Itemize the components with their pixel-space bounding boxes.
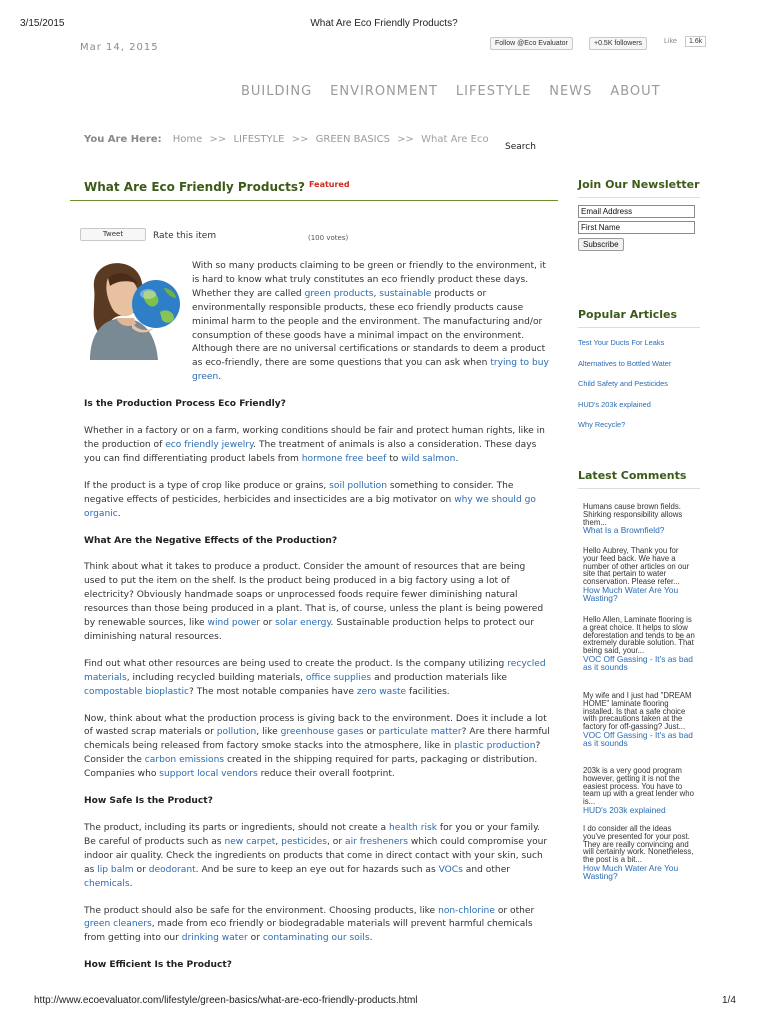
link-plastic-production[interactable]: plastic production: [454, 741, 536, 752]
breadcrumb-separator: >>: [291, 134, 309, 145]
breadcrumb-separator: >>: [397, 134, 414, 145]
comment-article-link[interactable]: What Is a Brownfield?: [583, 525, 665, 536]
post-date: Mar 14, 2015: [80, 42, 159, 53]
popular-article-link[interactable]: Child Safety and Pesticides: [578, 379, 668, 389]
title-divider: [70, 200, 558, 201]
sidebar-divider: [578, 327, 700, 328]
link-deodorant[interactable]: deodorant: [148, 864, 196, 875]
search-link[interactable]: Search: [505, 142, 536, 152]
section-heading: What Are the Negative Effects of the Production?: [84, 535, 338, 546]
link-green-cleaners[interactable]: green cleaners: [84, 919, 152, 930]
link-lip-balm[interactable]: lip balm: [97, 864, 134, 875]
comment-article-link[interactable]: How Much Water Are You Wasting?: [583, 862, 679, 882]
comment-item: [583, 547, 695, 616]
link-green-products[interactable]: green products: [304, 288, 374, 299]
breadcrumb: [84, 134, 489, 145]
link-sustainable[interactable]: sustainable: [379, 288, 432, 299]
article-title: What Are Eco Friendly Products?: [84, 180, 305, 194]
email-field[interactable]: Email Address: [578, 205, 695, 218]
featured-badge: Featured: [309, 180, 350, 189]
print-title: What Are Eco Friendly Products?: [310, 18, 458, 29]
link-recycled-materials[interactable]: recycled materials: [84, 658, 546, 683]
article-paragraph: The product, including its parts or ingredients, should not create a health risk for you or your family. Be careful of products such as new carpet, pesticides, or air fresheners which could compromise your indoor air quality. Check the ingredients on products that come in direct contact with your skin, such as lip balm or deodorant. And be sure to keep an eye out for hazards such as VOCs and other chemicals.: [84, 823, 548, 889]
nav-environment[interactable]: ENVIRONMENT: [330, 84, 438, 99]
link-office-supplies[interactable]: office supplies: [305, 672, 372, 683]
breadcrumb-green-basics[interactable]: GREEN BASICS: [315, 134, 390, 145]
nav-news[interactable]: NEWS: [549, 84, 593, 99]
followers-label: +0.5K followers: [594, 40, 643, 47]
tweet-button[interactable]: Tweet: [80, 228, 146, 241]
link-soil-pollution[interactable]: soil pollution: [329, 480, 387, 491]
popular-article-link[interactable]: Why Recycle?: [578, 420, 626, 430]
comment-item: [583, 825, 695, 891]
article-paragraph: With so many products claiming to be green or friendly to the environment, it is hard to know what truly constitutes an eco friendly product these days. Whether they are called green products, sustainable products or environmentally responsible products, these eco friendly products cause minimal harm to the people and the environment. The manufacturing and/or consumption of these goods have a minimal impact on the environment. Although there are no universal certifications or standards to deem a product as eco-friendly, there are some questions that you can ask when trying to buy green.: [192, 261, 549, 383]
sidebar-divider: [578, 488, 700, 489]
comment-article-link[interactable]: HUD's 203k explained: [583, 804, 666, 815]
comment-text: My wife and I just had "DREAM HOME" laminate flooring installed. Is that a safe choice with precautions taken at the factory for off-gassing? Just...: [583, 691, 692, 732]
link-support-local-vendors[interactable]: support local vendors: [159, 769, 258, 780]
comment-text: Hello Aubrey, Thank you for your feed back. We have a number of other articles on our site that pertain to water conservation. Please refer...: [583, 546, 690, 587]
article-body: [84, 260, 550, 986]
link-drinking-water[interactable]: drinking water: [181, 933, 248, 944]
like-button[interactable]: Like: [664, 38, 677, 45]
link-chemicals[interactable]: chemicals: [84, 878, 130, 889]
breadcrumb-lifestyle[interactable]: LIFESTYLE: [233, 134, 285, 145]
nav-building[interactable]: BUILDING: [241, 84, 313, 99]
link-health-risk[interactable]: health risk: [389, 823, 437, 833]
link-pollution[interactable]: pollution: [216, 727, 257, 738]
link-trying-to-buy-green[interactable]: trying to buy green: [192, 358, 549, 383]
followers-count: [589, 37, 647, 50]
link-non-chlorine[interactable]: non-chlorine: [438, 905, 495, 916]
votes-count: (100 votes): [308, 234, 349, 242]
link-compostable-bioplastic[interactable]: compostable bioplastic: [84, 686, 189, 697]
breadcrumb-label: You Are Here:: [84, 134, 162, 145]
comment-article-link[interactable]: VOC Off Gassing - It's as bad as it sounds: [583, 729, 693, 749]
print-page-number: 1/4: [722, 995, 736, 1006]
article-paragraph: The product should also be safe for the environment. Choosing products, like non-chlorine or other green cleaners, made from eco friendly or biodegradable materials will prevent harmful chemicals from getting into our drinking water or contaminating our soils.: [84, 905, 535, 944]
comment-article-link[interactable]: VOC Off Gassing - It's as bad as it sounds: [583, 653, 693, 673]
article-paragraph: Find out what other resources are being used to create the product. Is the company utilizing recycled materials, including recycled building materials, office supplies and production materials like compostable bioplastic? The most notable companies have zero waste facilities.: [84, 658, 546, 697]
link-pesticides[interactable]: pesticides: [281, 836, 328, 847]
article-paragraph: Whether in a factory or on a farm, working conditions should be fair and protect human rights, like in the production of eco friendly jewelry. The treatment of animals is also a consideration. These days you can find differentiating product labels from hormone free beef to wild salmon.: [84, 426, 545, 464]
link-wild-salmon[interactable]: wild salmon: [401, 453, 456, 464]
nav-lifestyle[interactable]: LIFESTYLE: [455, 84, 532, 99]
article-paragraph: Now, think about what the production process is giving back to the environment. Does it include a lot of wasted scrap materials or pollution, like greenhouse gases or particulate matter? Are there harmful chemicals being released from factory smoke stacks into the atmosphere, like in plastic production? Consider the carbon emissions created in the shipping required for parts, packaging or distribution. Companies who support local vendors reduce their overall footprint.: [84, 713, 550, 780]
main-nav: [241, 84, 679, 99]
subscribe-button[interactable]: Subscribe: [578, 238, 624, 251]
breadcrumb-separator: >>: [209, 134, 227, 145]
link-wind-power[interactable]: wind power: [207, 618, 261, 629]
link-eco-friendly-jewelry[interactable]: eco friendly jewelry: [165, 439, 254, 450]
link-hormone-free-beef[interactable]: hormone free beef: [301, 453, 387, 464]
comments-list: [583, 503, 695, 891]
print-date: 3/15/2015: [20, 18, 65, 29]
article-paragraph: Think about what it takes to produce a product. Consider the amount of resources that are being used to put the item on the shelf. Is the product being produced in a big factory using a lot of electricity? Obviously handmade soaps or unprocessed foods require fewer diminishing natural resources than those being produced in a plant. That is, of course, unless the plant is being powered by renewable sources, like wind power or solar energy. Sustainable production helps to protect our diminishing natural resources.: [84, 562, 544, 642]
popular-list: [578, 338, 703, 441]
breadcrumb-home[interactable]: Home: [172, 134, 203, 145]
section-heading: How Efficient Is the Product?: [84, 960, 232, 971]
first-name-field[interactable]: First Name: [578, 221, 695, 234]
rate-label: Rate this item: [153, 231, 217, 241]
link-vocs[interactable]: VOCs: [438, 864, 463, 875]
popular-heading: Popular Articles: [578, 308, 678, 321]
comment-item: [583, 503, 695, 547]
nav-about[interactable]: ABOUT: [610, 84, 661, 99]
section-heading: Is the Production Process Eco Friendly?: [84, 399, 286, 410]
popular-article-link[interactable]: Alternatives to Bottled Water: [578, 358, 672, 368]
link-particulate-matter[interactable]: particulate matter: [378, 727, 462, 738]
link-solar-energy[interactable]: solar energy: [275, 618, 331, 629]
sidebar-divider: [578, 197, 700, 198]
comments-heading: Latest Comments: [578, 469, 687, 482]
comment-item: [583, 767, 695, 825]
like-count: 1.6k: [685, 36, 706, 47]
comment-text: Hello Allen, Laminate flooring is a great choice. It helps to slow deforestation and tends to be an extremely durable solution. That being said, your...: [583, 615, 695, 656]
twitter-follow-button[interactable]: [490, 37, 573, 50]
link-carbon-emissions[interactable]: carbon emissions: [144, 755, 225, 766]
section-heading: How Safe Is the Product?: [84, 796, 213, 807]
link-zero-waste[interactable]: zero waste: [356, 686, 407, 697]
link-why-go-organic[interactable]: why we should go organic: [84, 494, 536, 519]
newsletter-heading: Join Our Newsletter: [578, 178, 700, 191]
link-contaminating-soils[interactable]: contaminating our soils: [262, 933, 370, 944]
link-air-fresheners[interactable]: air fresheners: [345, 836, 408, 847]
comment-text: I do consider all the ideas you've presented for your post. They are really convincing and will certainly work. Nonetheless, the post is a bit...: [583, 824, 694, 865]
breadcrumb-current: What Are Eco: [421, 134, 489, 145]
article-paragraph: If the product is a type of crop like produce or grains, soil pollution something to consider. The negative effects of pesticides, herbicides and insecticides are a big motivator on why we should go organic.: [84, 480, 536, 519]
popular-article-link[interactable]: Test Your Ducts For Leaks: [578, 338, 665, 347]
comment-article-link[interactable]: How Much Water Are You Wasting?: [583, 584, 679, 604]
print-url: http://www.ecoevaluator.com/lifestyle/green-basics/what-are-eco-friendly-products.html: [34, 995, 418, 1006]
comment-item: [583, 616, 695, 692]
follow-label: Follow @Eco Evaluator: [495, 40, 568, 47]
link-new-carpet[interactable]: new carpet: [224, 836, 276, 847]
popular-article-link[interactable]: HUD's 203k explained: [578, 399, 651, 409]
link-greenhouse-gases[interactable]: greenhouse gases: [280, 727, 364, 738]
comment-text: Humans cause brown fields. Shirking responsibility allows them...: [583, 502, 683, 527]
comment-item: [583, 692, 695, 767]
comment-text: 203k is a very good program however, getting it is not the easiest process. You have to team up with a great lender who is...: [583, 766, 694, 807]
